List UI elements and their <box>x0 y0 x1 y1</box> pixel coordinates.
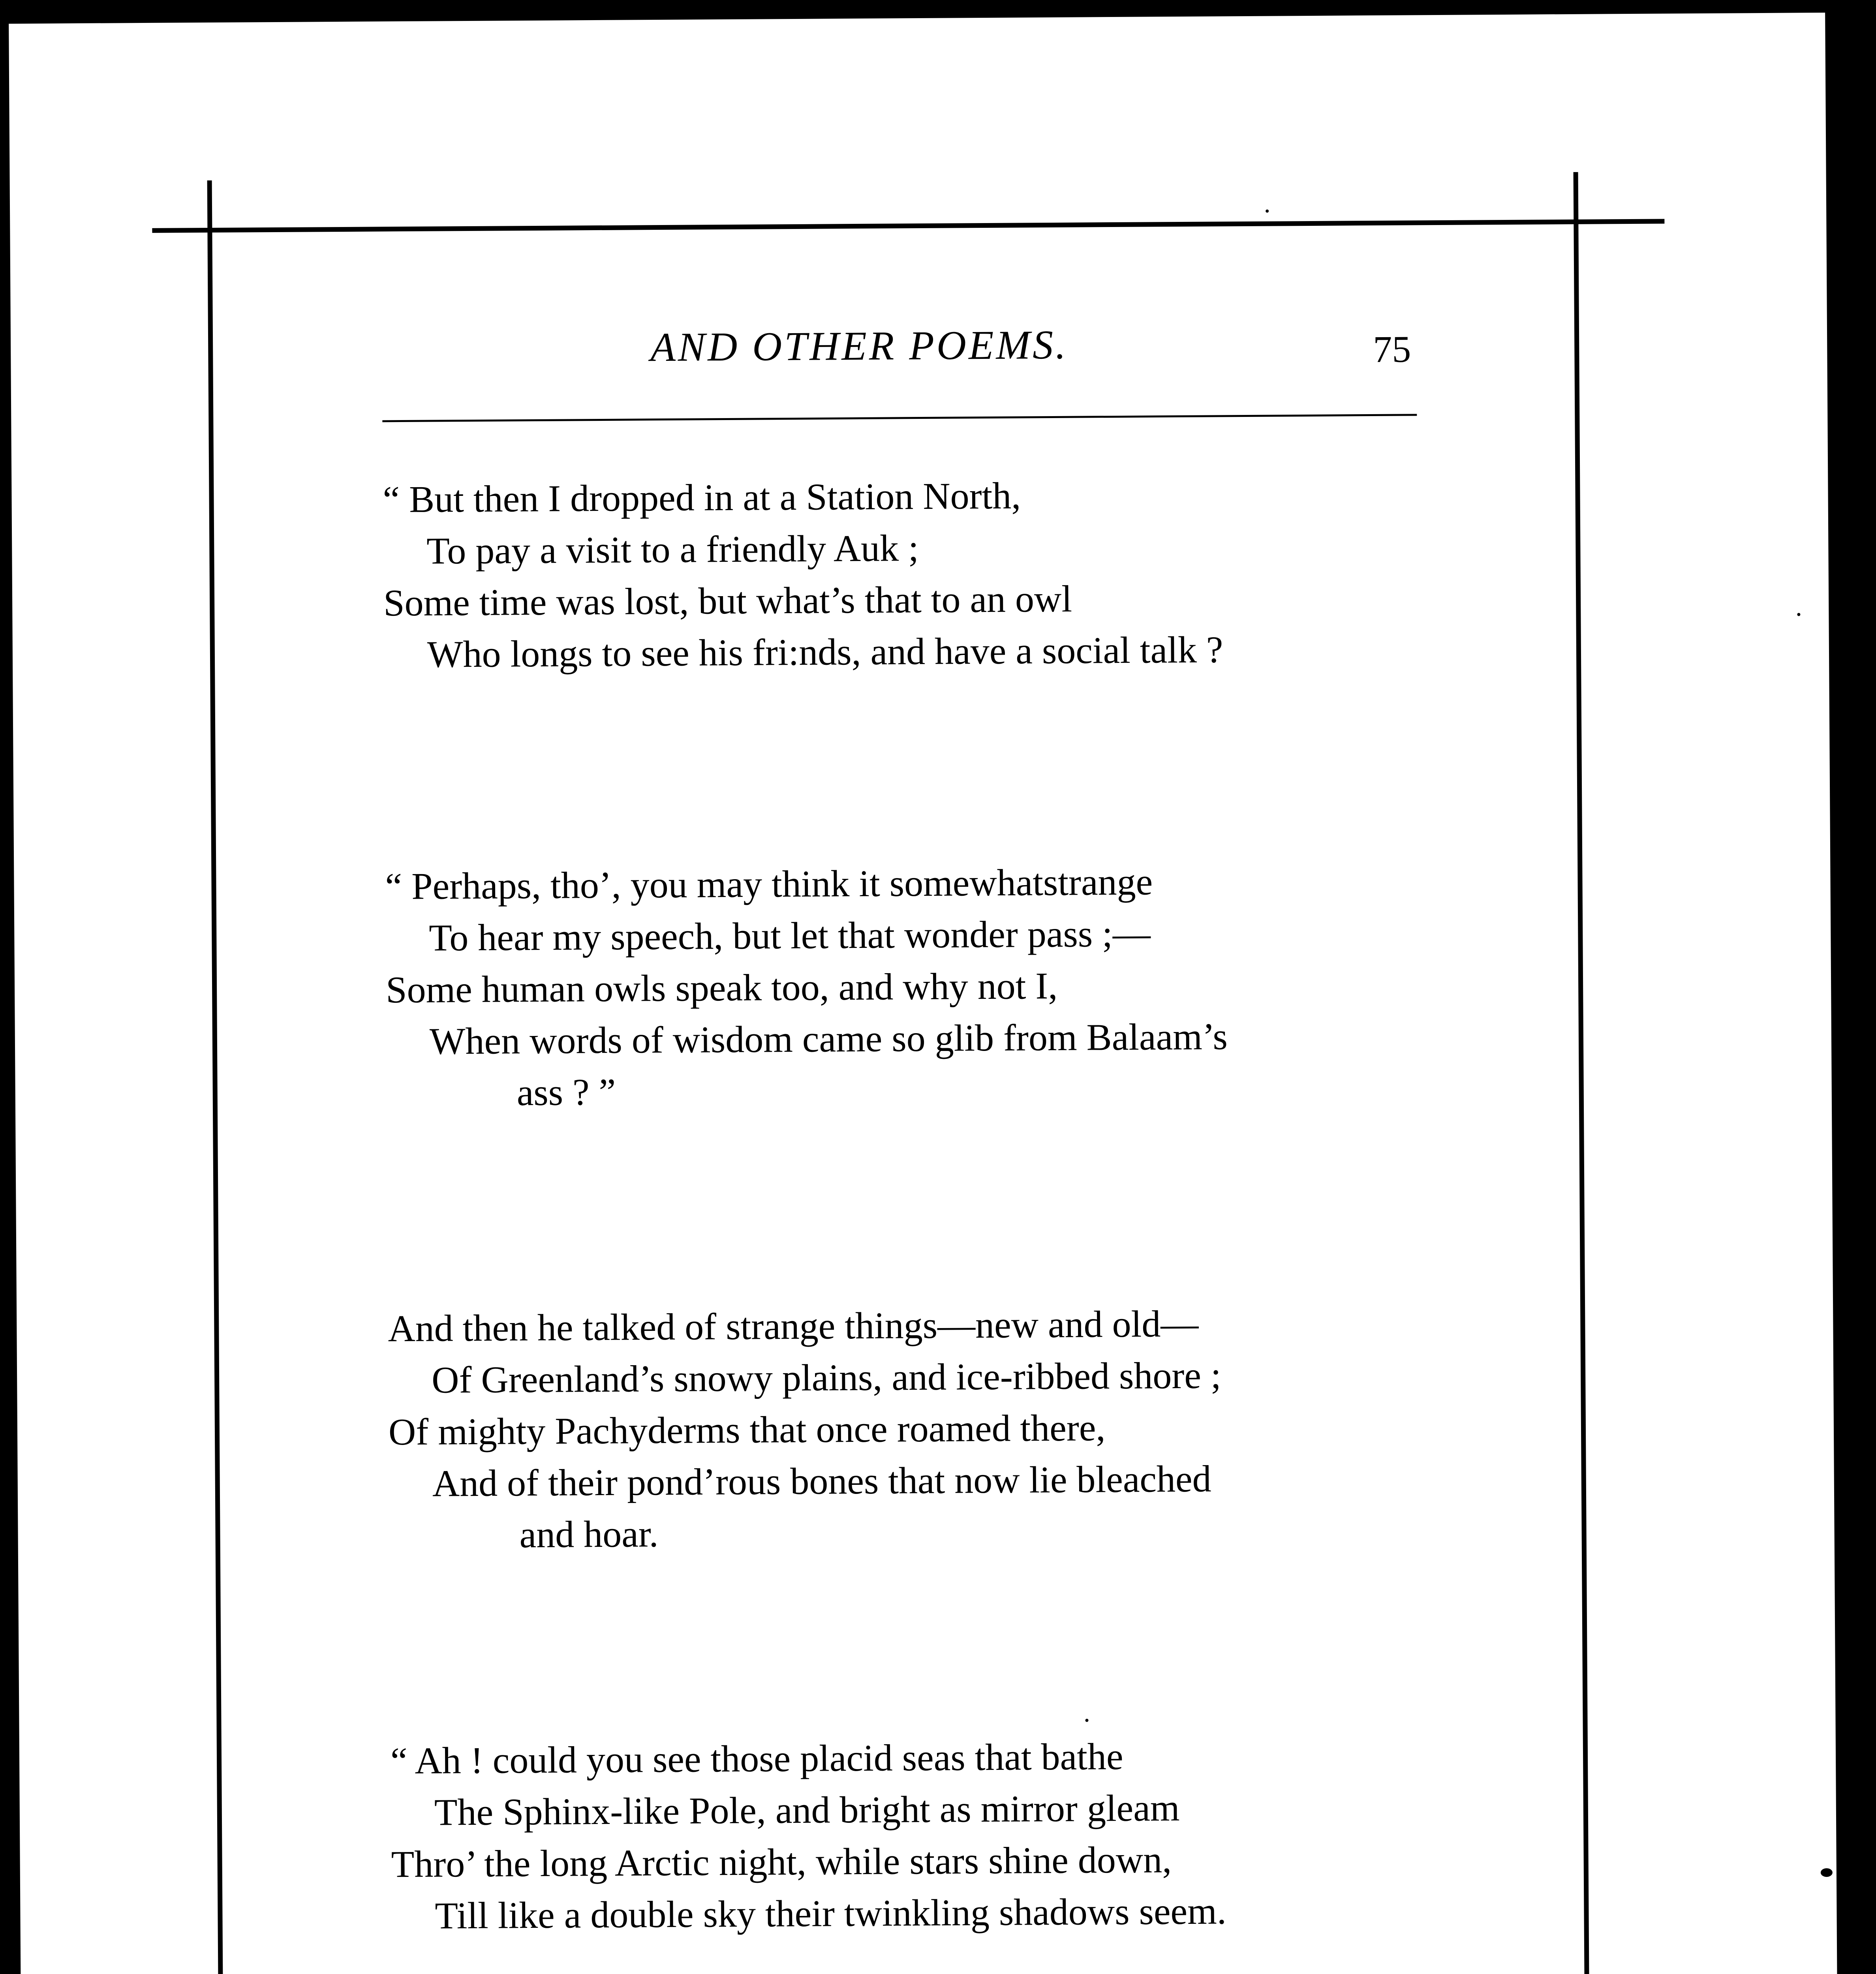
poem-line: The Sphinx-like Pole, and bright as mirror gleam <box>434 1786 1180 1833</box>
poem-line: To pay a visit to a friendly Auk ; <box>426 527 919 572</box>
scan-speck <box>1797 613 1800 616</box>
page-sheet <box>9 13 1839 1974</box>
poem-line: Some time was lost, but what’s that to an owl <box>383 577 1072 624</box>
frame-left-rule <box>207 180 224 1974</box>
poem-line: Of mighty Pachyderms that once roamed there, <box>388 1406 1106 1453</box>
poem-line: “ Perhaps, tho’, you may think it somewhatstrange <box>385 860 1153 908</box>
stanza-1 <box>11 465 1828 676</box>
poem-line: Thro’ the long Arctic night, while stars shine down, <box>391 1838 1172 1886</box>
scan-speck <box>1821 1868 1833 1877</box>
poem-line: To hear my speech, but let that wonder pass ;— <box>429 912 1151 959</box>
poem-line: When words of wisdom came so glib from Balaam’s <box>429 1015 1228 1062</box>
running-head: AND OTHER POEMS. <box>650 322 1069 370</box>
poem-line: Of Greenland’s snowy plains, and ice-ribbed shore ; <box>431 1354 1221 1401</box>
poem-line: Some human owls speak too, and why not I, <box>385 964 1058 1011</box>
poem-line: and hoar. <box>519 1512 659 1556</box>
poem-line: ass ? ” <box>516 1070 616 1114</box>
scan-speck <box>1266 210 1269 213</box>
scan-speck <box>1085 1719 1088 1722</box>
stanza-3 <box>17 1294 1833 1556</box>
stanza-4 <box>19 1726 1836 1937</box>
poem-line: And then he talked of strange things—new and old— <box>388 1302 1199 1350</box>
poem-line: Who longs to see his fri:nds, and have a social talk ? <box>427 628 1223 676</box>
poem-line: Till like a double sky their twinkling shadows seem. <box>435 1890 1227 1937</box>
frame-top-rule <box>152 219 1664 233</box>
page-number: 75 <box>1373 328 1411 371</box>
poem-line: “ Ah ! could you see those placid seas that bathe <box>390 1735 1123 1782</box>
header-rule <box>382 414 1417 422</box>
frame-right-rule <box>1574 172 1591 1974</box>
poem-line: And of their pond’rous bones that now lie bleached <box>432 1457 1211 1505</box>
stanza-2 <box>14 852 1830 1114</box>
poem-line: “ But then I dropped in at a Station North, <box>383 474 1021 521</box>
